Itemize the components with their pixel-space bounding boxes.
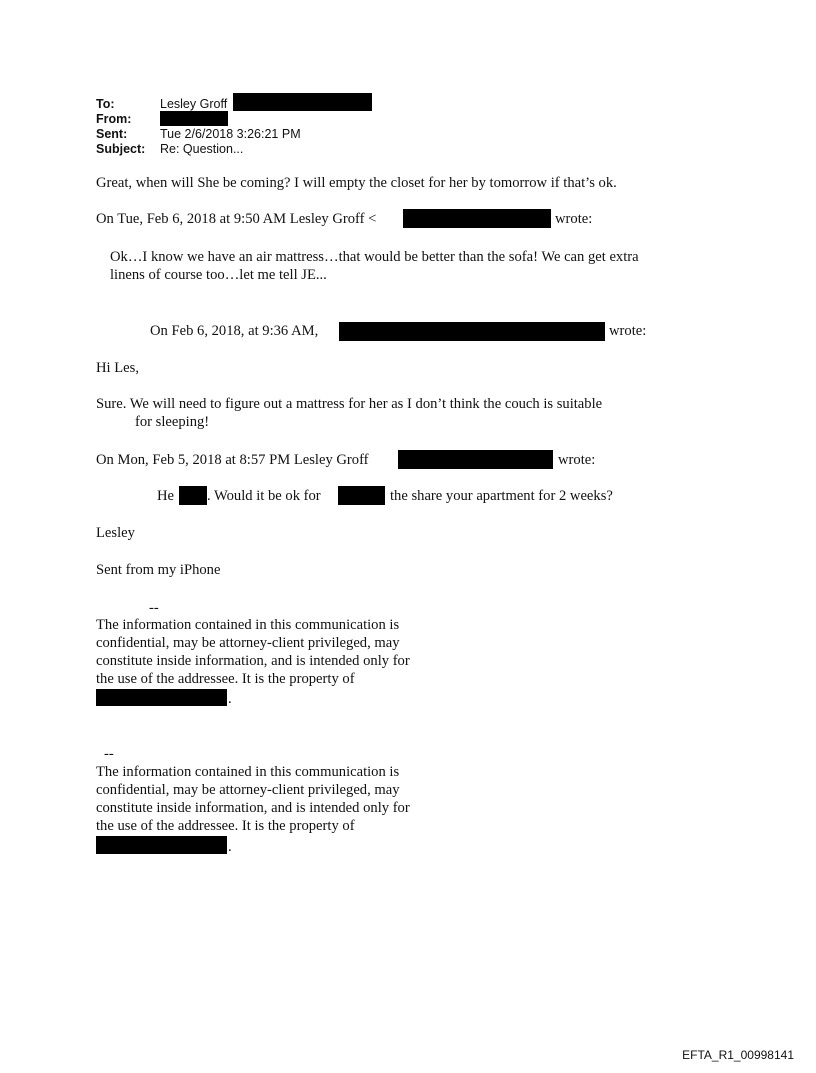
redaction-box	[233, 93, 372, 111]
redaction-box	[179, 486, 207, 505]
quote1-line2: linens of course too…let me tell JE...	[110, 267, 327, 283]
redaction-box	[160, 111, 228, 126]
quote1-wrote: wrote:	[555, 211, 593, 227]
quote3-end: the share your apartment for 2 weeks?	[390, 488, 613, 504]
disclaimer-line: the use of the addressee. It is the property of	[96, 818, 355, 834]
disclaimer-line: The information contained in this communication is	[96, 764, 400, 780]
disclaimer-dashes: --	[104, 746, 114, 762]
document-id: EFTA_R1_00998141	[682, 1048, 794, 1062]
disclaimer-period: .	[228, 839, 232, 855]
redaction-box	[96, 836, 227, 854]
sent-value: Tue 2/6/2018 3:26:21 PM	[160, 127, 301, 141]
quote2-wrote: wrote:	[609, 323, 647, 339]
quote2-line2: for sleeping!	[135, 414, 210, 430]
subject-label: Subject:	[96, 142, 146, 156]
redaction-box	[339, 322, 605, 341]
quote3-wrote: wrote:	[558, 452, 596, 468]
disclaimer-period: .	[228, 691, 232, 707]
quote3-intro: On Mon, Feb 5, 2018 at 8:57 PM Lesley Groff	[96, 452, 369, 468]
sent-label: Sent:	[96, 127, 128, 141]
redaction-box	[338, 486, 385, 505]
redaction-box	[96, 689, 227, 706]
disclaimer-line: The information contained in this communication is	[96, 617, 400, 633]
quote1-intro: On Tue, Feb 6, 2018 at 9:50 AM Lesley Groff <	[96, 211, 377, 227]
quote2-line1: Sure. We will need to figure out a mattress for her as I don’t think the couch is suitable	[96, 396, 603, 412]
redaction-box	[403, 209, 551, 228]
from-label: From:	[96, 112, 132, 126]
disclaimer-dashes: --	[149, 600, 159, 616]
redaction-box	[398, 450, 553, 469]
quote1-line1: Ok…I know we have an air mattress…that would be better than the sofa! We can get extra	[110, 249, 639, 265]
to-label: To:	[96, 97, 115, 111]
disclaimer-line: constitute inside information, and is intended only for	[96, 800, 410, 816]
signature-name: Lesley	[96, 525, 135, 541]
to-value: Lesley Groff	[160, 97, 228, 111]
disclaimer-line: confidential, may be attorney-client privileged, may	[96, 635, 400, 651]
quote3-mid: . Would it be ok for	[207, 488, 321, 504]
quote2-intro: On Feb 6, 2018, at 9:36 AM,	[150, 323, 319, 339]
disclaimer-line: the use of the addressee. It is the property of	[96, 671, 355, 687]
sent-from: Sent from my iPhone	[96, 562, 221, 578]
disclaimer-line: constitute inside information, and is intended only for	[96, 653, 410, 669]
greeting: Hi Les,	[96, 360, 139, 376]
subject-value: Re: Question...	[160, 142, 244, 156]
reply-text: Great, when will She be coming? I will empty the closet for her by tomorrow if that’s ok.	[96, 175, 617, 191]
quote3-he: He	[157, 488, 175, 504]
disclaimer-line: confidential, may be attorney-client privileged, may	[96, 782, 400, 798]
